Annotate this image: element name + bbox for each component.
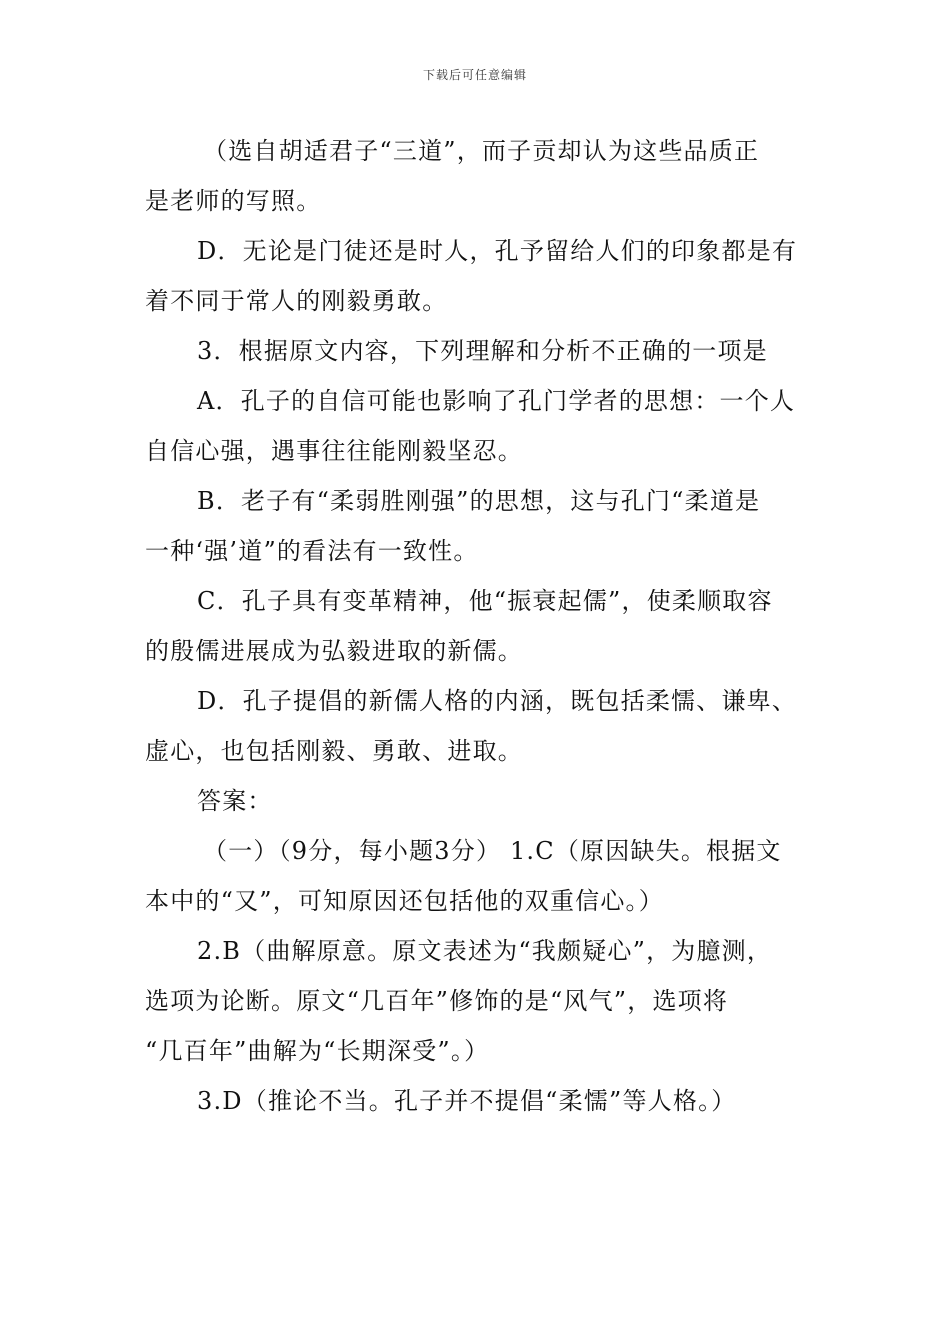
text-line: 虚心，也包括刚毅、勇敢、进取。 — [145, 737, 523, 765]
text-line: 一种‘强’道”的看法有一致性。 — [145, 537, 479, 565]
option-d-line: D．无论是门徒还是时人，孔予留给人们的印象都是有 — [197, 237, 798, 265]
page-header: 下载后可任意编辑 — [422, 68, 527, 82]
answer-line: 本中的“又”，可知原因还包括他的双重信心。） — [145, 887, 664, 915]
text-line: 的殷儒进展成为弘毅进取的新儒。 — [145, 637, 523, 665]
answer-line: 选项为论断。原文“几百年”修饰的是“风气”，选项将 — [145, 987, 729, 1015]
text-line: 着不同于常人的刚毅勇敢。 — [145, 287, 448, 315]
answer-line: （一）（9分，每小题3分） 1.C（原因缺失。根据文 — [203, 837, 782, 865]
answer-heading: 答案： — [197, 787, 273, 815]
text-line: （选自胡适君子“三道”，而子贡却认为这些品质正 — [203, 137, 760, 165]
text-line: 自信心强，遇事往往能刚毅坚忍。 — [145, 437, 523, 465]
document-body — [145, 126, 813, 1126]
question-3: 3．根据原文内容，下列理解和分析不正确的一项是 — [197, 337, 768, 365]
answer-line: “几百年”曲解为“长期深受”。） — [145, 1037, 490, 1065]
text-line: 是老师的写照。 — [145, 187, 322, 215]
option-d-line: D．孔子提倡的新儒人格的内涵，既包括柔懦、谦卑、 — [197, 687, 798, 715]
answer-line: 3.D（推论不当。孔子并不提倡“柔懦”等人格。） — [197, 1087, 737, 1115]
option-b-line: B．老子有“柔弱胜刚强”的思想，这与孔门“柔道是 — [197, 487, 761, 515]
option-a-line: A．孔子的自信可能也影响了孔门学者的思想：一个人 — [197, 387, 796, 415]
option-c-line: C．孔子具有变革精神，他“振衰起儒”，使柔顺取容 — [197, 587, 773, 615]
answer-line: 2.B（曲解原意。原文表述为“我颇疑心”，为臆测， — [197, 937, 773, 965]
